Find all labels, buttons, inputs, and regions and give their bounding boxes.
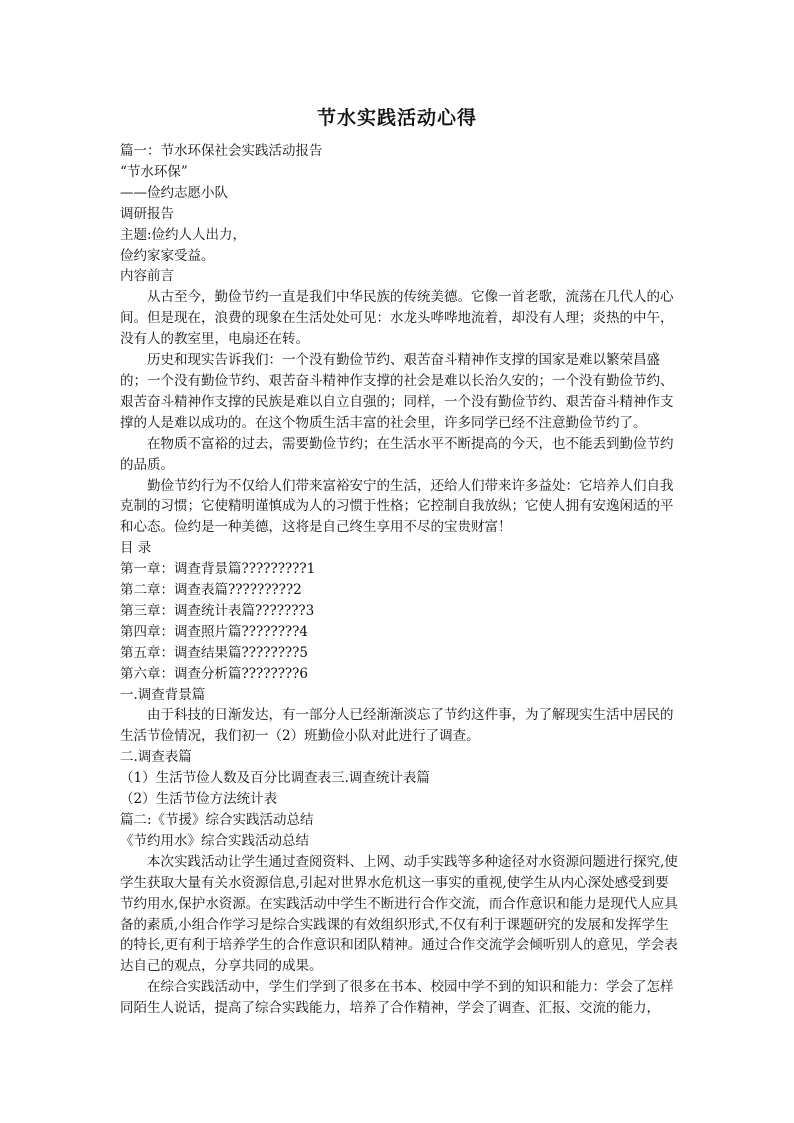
toc-heading: 目 录: [120, 540, 152, 557]
preface-heading: 内容前言: [120, 268, 174, 285]
toc-item: 第一章：调查背景篇?????????1: [120, 561, 316, 578]
document-title: 节水实践活动心得: [316, 107, 477, 129]
document-body: [120, 141, 680, 1019]
section-heading: 篇一：节水环保社会实践活动报告: [120, 143, 323, 159]
paragraph: 勤俭节约行为不仅给人们带来富裕安宁的生活，还给人们带来许多益处：它培养人们自我克制的习惯；它使精明谨慎成为人的习惯于性格；它控制自我放纵；它使人拥有安逸闲适的平和心态。俭约是一种美德，这将是自己终生享用不尽的宝贵财富！: [120, 477, 674, 536]
section-subtitle: 《节约用水》综合实践活动总结: [120, 832, 309, 849]
chapter-heading: 二.调查表篇: [120, 749, 192, 766]
paragraph: 在综合实践活动中，学生们学到了很多在书本、校园中学不到的知识和能力：学会了怎样同陌生人说话，提高了综合实践能力，培养了合作精神，学会了调查、汇报、交流的能力，: [120, 979, 674, 1017]
theme-line: 主题:俭约人人出力，: [120, 226, 247, 243]
theme-line-2: 俭约家家受益。: [120, 247, 215, 264]
team-name: ——俭约志愿小队: [120, 184, 228, 201]
table-item: （1）生活节俭人数及百分比调查表三.调查统计表篇: [120, 770, 430, 787]
report-label: 调研报告: [120, 205, 174, 222]
paragraph: 从古至今，勤俭节约一直是我们中华民族的传统美德。它像一首老歌，流荡在几代人的心间。但是现在，浪费的现象在生活处处可见：水龙头哗哗地流着，却没有人理；炎热的中午，没有人的教室里，电扇还在转。: [120, 289, 674, 348]
report-slogan: “节水环保”: [120, 163, 188, 180]
toc-item: 第四章：调查照片篇????????4: [120, 623, 308, 640]
toc-item: 第五章：调查结果篇????????5: [120, 644, 308, 661]
toc-item: 第六章：调查分析篇????????6: [120, 665, 308, 682]
toc-item: 第二章：调查表篇?????????2: [120, 582, 302, 599]
paragraph: 本次实践活动让学生通过查阅资料、上网、动手实践等多种途径对水资源问题进行探究,使学生获取大量有关水资源信息,引起对世界水危机这一事实的重视,使学生从内心深处感受到要节约用水,保护水资源。在实践活动中学生不断进行合作交流，而合作意识和能力是现代人应具备的素质,小组合作学习是综合实践课的有效组织形式,不仅有利于课题研究的发展和发挥学生的特长,更有利于培养学生的合作意识和团队精神。通过合作交流学会倾听别人的意见，学会表达自己的观点，分享共同的成果。: [120, 853, 678, 975]
section-heading: 篇二:《节援》综合实践活动总结: [120, 812, 314, 828]
paragraph: 历史和现实告诉我们：一个没有勤俭节约、艰苦奋斗精神作支撑的国家是难以繁荣昌盛的；一个没有勤俭节约、艰苦奋斗精神作支撑的社会是难以长治久安的；一个没有勤俭节约、艰苦奋斗精神作支撑的民族是难以自立自强的；同样，一个没有勤俭节约、艰苦奋斗精神作支撑的人是难以成功的。在这个物质生活丰富的社会里，许多同学已经不注意勤俭节约了。: [120, 352, 674, 431]
table-item: （2）生活节俭方法统计表: [120, 791, 278, 808]
paragraph: 在物质不富裕的过去，需要勤俭节约；在生活水平不断提高的今天，也不能丢到勤俭节约的品质。: [120, 435, 674, 473]
chapter-heading: 一.调查背景篇: [120, 686, 206, 703]
toc-item: 第三章：调查统计表篇???????3: [120, 602, 315, 619]
paragraph: 由于科技的日渐发达，有一部分人已经渐渐淡忘了节约这件事，为了解现实生活中居民的生活节俭情况，我们初一（2）班勤俭小队对此进行了调查。: [120, 707, 674, 745]
